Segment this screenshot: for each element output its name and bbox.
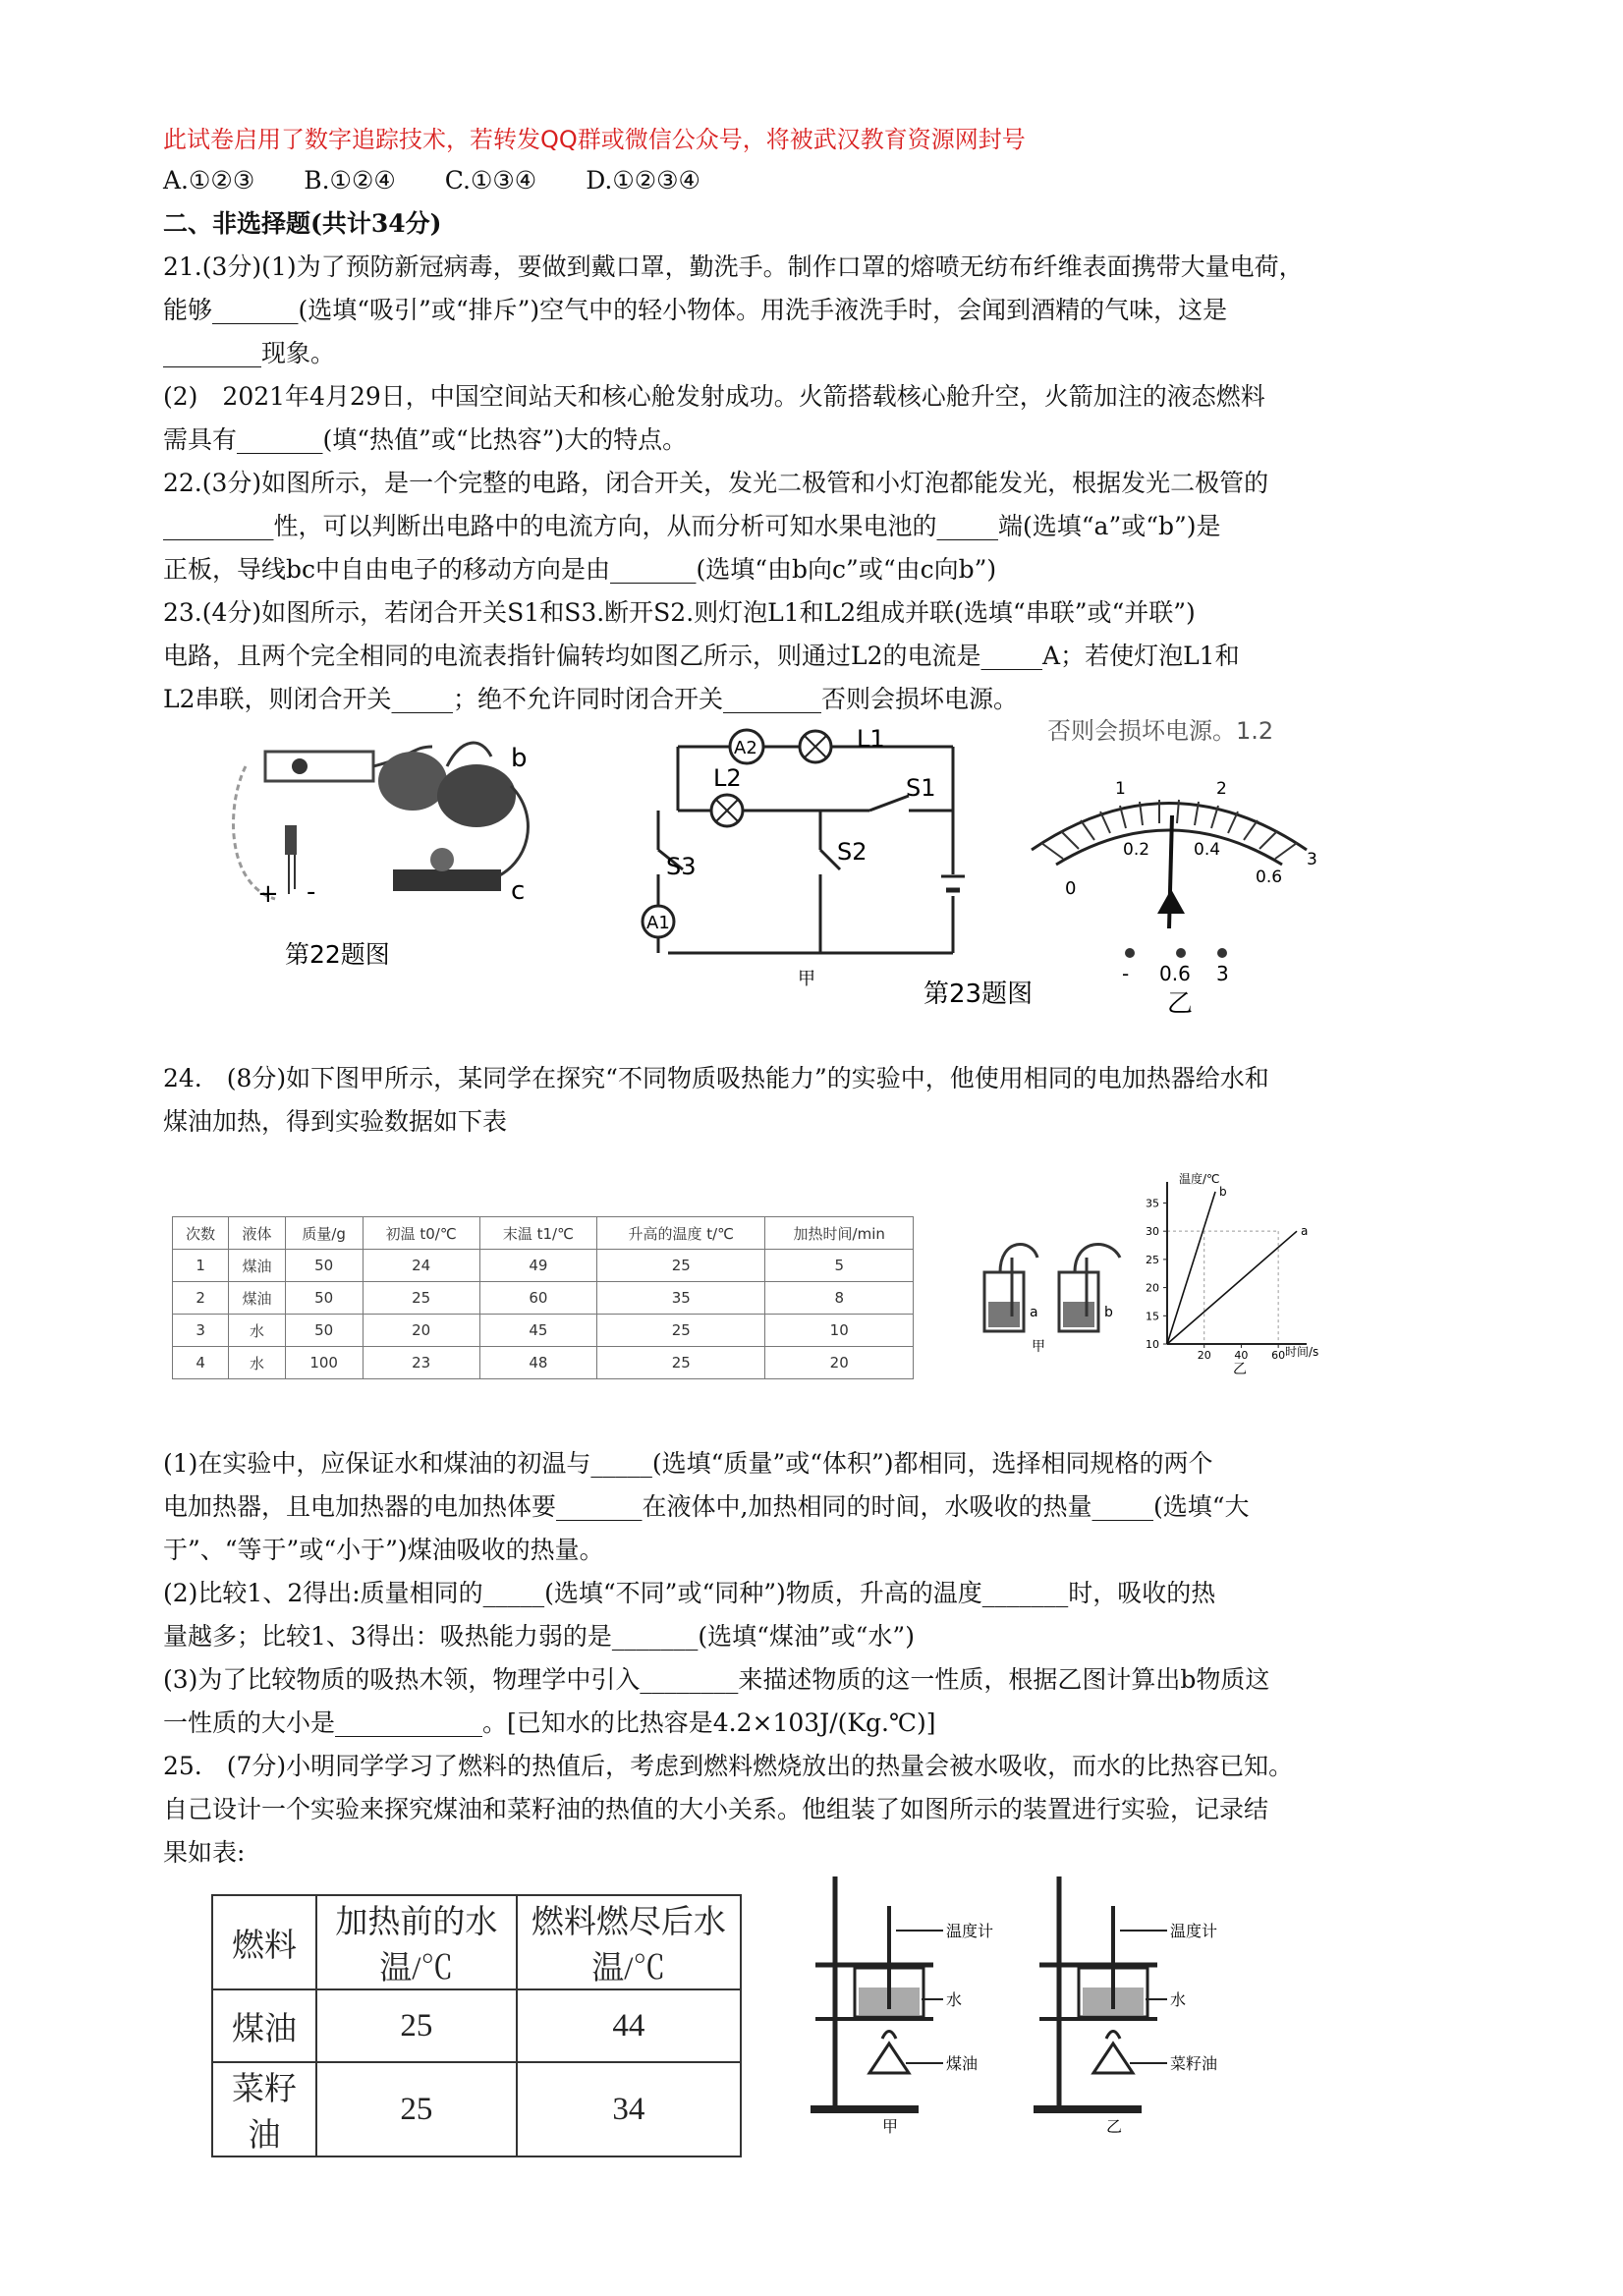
scale-0.2-label: 0.2 xyxy=(1123,840,1150,860)
table-cell: 4 xyxy=(173,1347,229,1379)
led xyxy=(285,825,297,855)
table-cell: 50 xyxy=(285,1315,363,1347)
q24-line-4: 电加热器，且电加热器的电加热体要_______在液体中,加热相同的时间，水吸收的热量_____(选填“大 xyxy=(163,1492,1250,1521)
figure-23-caption: 第23题图 xyxy=(923,980,1034,1009)
figure-22-caption: 第22题图 xyxy=(285,940,390,969)
chart-x-tick-label: 60 xyxy=(1271,1349,1286,1362)
figure-23-ammeter-dial xyxy=(1012,717,1336,1022)
chart-series-line-a xyxy=(1167,1231,1297,1344)
watermark-notice: 此试卷启用了数字追踪技术，若转发QQ群或微信公众号，将被武汉教育资源网封号 xyxy=(163,126,1026,153)
table-row xyxy=(173,1250,914,1282)
table-header-row xyxy=(173,1217,914,1250)
q21-line-2: 能够_______(选填“吸引”或“排斥”)空气中的轻小物体。用洗手液洗手时，会闻到酒精的气味，这是 xyxy=(163,296,1228,324)
small-bulb xyxy=(430,848,454,871)
terminal-negative: - xyxy=(1122,962,1130,985)
kerosene-label: 煤油 xyxy=(946,2054,979,2073)
q23-line-3: L2串联，则闭合开关_____；绝不允许同时闭合开关________否则会损坏电源。 xyxy=(163,685,1019,713)
table-cell: 水 xyxy=(229,1315,285,1347)
table-cell: 煤油 xyxy=(229,1282,285,1315)
table-cell: 24 xyxy=(363,1250,479,1282)
q24-line-6: (2)比较1、2得出:质量相同的_____(选填“不同”或“同种”)物质，升高的温度_______时，吸收的热 xyxy=(163,1579,1216,1607)
q21-line-4: (2) 2021年4月29日，中国空间站天和核心舱发射成功。火箭搭载核心舱升空，火箭加注的液态燃料 xyxy=(163,382,1265,411)
table-cell: 60 xyxy=(479,1282,596,1315)
q24-line-8: (3)为了比较物质的吸热木领，物理学中引入________来描述物质的这一性质，根据乙图计算出b物质这 xyxy=(163,1665,1270,1694)
table-cell: 100 xyxy=(285,1347,363,1379)
table-cell: 煤油 xyxy=(229,1250,285,1282)
terminal-3: 3 xyxy=(1216,962,1229,985)
chart-y-tick-label: 30 xyxy=(1146,1225,1159,1239)
q25-line-3: 果如表: xyxy=(163,1838,246,1867)
ammeter-a2-label: A2 xyxy=(734,738,757,758)
q21-line-5: 需具有_______(填“热值”或“比热容”)大的特点。 xyxy=(163,425,688,454)
water-label-jia: 水 xyxy=(946,1990,963,2009)
chart-series-label-b: b xyxy=(1219,1185,1227,1199)
scale-0-label: 0 xyxy=(1065,878,1077,899)
chart-y-tick-label: 15 xyxy=(1146,1310,1159,1323)
figure-25-yi: 乙 xyxy=(1106,2117,1123,2136)
water-label-yi: 水 xyxy=(1170,1990,1187,2009)
label-c: c xyxy=(511,876,526,906)
header-cell: 初温 t0/℃ xyxy=(363,1217,479,1250)
chart-x-tick-label: 40 xyxy=(1234,1349,1249,1362)
switch-s2-label: S2 xyxy=(837,838,867,866)
table-row xyxy=(173,1315,914,1347)
table-cell: 23 xyxy=(363,1347,479,1379)
chart-y-tick-label: 10 xyxy=(1146,1338,1159,1351)
table-cell: 35 xyxy=(597,1282,765,1315)
table-cell: 3 xyxy=(173,1315,229,1347)
figure-23-circuit xyxy=(629,725,1034,1012)
table-cell: 20 xyxy=(363,1315,479,1347)
table-cell: 48 xyxy=(479,1347,596,1379)
switch-s1-label: S1 xyxy=(906,774,936,802)
table-cell: 50 xyxy=(285,1250,363,1282)
q23-line-1: 23.(4分)如图所示，若闭合开关S1和S3.断开S2.则灯泡L1和L2组成并联(选填“串联”或“并联”) xyxy=(163,598,1196,627)
options-line: A.①②③ B.①②④ C.①③④ D.①②③④ xyxy=(163,166,700,195)
label-b: b xyxy=(511,744,528,773)
header-cell: 末温 t1/℃ xyxy=(479,1217,596,1250)
figure-24-temperature-chart xyxy=(1140,1167,1326,1378)
header-cell: 升高的温度 t/℃ xyxy=(597,1217,765,1250)
chart-y-tick-label: 35 xyxy=(1146,1197,1159,1210)
switch-s3-label: S3 xyxy=(666,853,697,880)
header-cell: 加热时间/min xyxy=(765,1217,914,1250)
ammeter-a1-label: A1 xyxy=(646,913,670,933)
figure-24-jia: 甲 xyxy=(1032,1339,1045,1355)
scale-2-label: 2 xyxy=(1216,779,1227,799)
table-cell: 44 xyxy=(517,1989,741,2062)
fruit-2 xyxy=(437,764,516,827)
q24-line-7: 量越多；比较1、3得出：吸热能力弱的是_______(选填“煤油”或“水”) xyxy=(163,1622,915,1651)
chart-x-axis-label: 时间/s xyxy=(1285,1345,1319,1359)
header-cell: 质量/g xyxy=(285,1217,363,1250)
header-cell: 次数 xyxy=(173,1217,229,1250)
chart-y-axis-label: 温度/℃ xyxy=(1179,1172,1220,1186)
q24-line-2: 煤油加热，得到实验数据如下表 xyxy=(163,1107,508,1136)
table-cell: 煤油 xyxy=(212,1989,316,2062)
experiment-data-table-24 xyxy=(172,1216,914,1379)
q22-line-3: 正板，导线bc中自由电子的移动方向是由_______(选填“由b向c”或“由c向b”) xyxy=(163,555,997,584)
lamp-holder xyxy=(393,869,501,891)
scale-0.4-label: 0.4 xyxy=(1194,840,1221,860)
q25-line-1: 25. (7分)小明同学学习了燃料的热值后，考虑到燃料燃烧放出的热量会被水吸收，而水的比热容已知。 xyxy=(163,1752,1294,1780)
table-row xyxy=(212,2062,741,2156)
q23-line-2: 电路，且两个完全相同的电流表指针偏转均如图乙所示，则通过L2的电流是_____A；若使灯泡L1和 xyxy=(163,642,1240,670)
q21-line-3: ________现象。 xyxy=(163,339,336,367)
scale-0.6-label: 0.6 xyxy=(1256,868,1283,887)
header-cell: 加热前的水温/℃ xyxy=(316,1895,517,1989)
q24-line-9: 一性质的大小是____________。[已知水的比热容是4.2×103J/(Kg.℃)] xyxy=(163,1708,936,1737)
label-plus: + xyxy=(257,879,279,909)
table-row xyxy=(173,1347,914,1379)
header-cell: 燃料燃尽后水温/℃ xyxy=(517,1895,741,1989)
chart-series-line-b xyxy=(1167,1192,1215,1344)
table-cell: 菜籽油 xyxy=(212,2062,316,2156)
beaker-b-label: b xyxy=(1104,1305,1113,1320)
switch-knob xyxy=(292,758,308,774)
figure-23-jia: 甲 xyxy=(798,969,815,989)
lamp-l1-label: L1 xyxy=(857,725,885,753)
q24-line-5: 于”、“等于”或“小于”)煤油吸收的热量。 xyxy=(163,1536,604,1564)
switch-base xyxy=(265,752,373,781)
table-row xyxy=(212,1989,741,2062)
chart-y-tick-label: 25 xyxy=(1146,1253,1159,1266)
table-header-row xyxy=(212,1895,741,1989)
table-row xyxy=(173,1282,914,1315)
figure-25-jia: 甲 xyxy=(882,2117,899,2136)
table-cell: 49 xyxy=(479,1250,596,1282)
q21-line-1: 21.(3分)(1)为了预防新冠病毒，要做到戴口罩，勤洗手。制作口罩的熔喷无纺布纤维表面携带大量电荷， xyxy=(163,252,1304,281)
lamp-l2-label: L2 xyxy=(713,764,742,792)
table-cell: 25 xyxy=(597,1315,765,1347)
table-cell: 25 xyxy=(597,1250,765,1282)
q22-line-2: _________性，可以判断出电路中的电流方向，从而分析可知水果电池的_____端(选填“a”或“b”)是 xyxy=(163,512,1221,540)
apparatus-jia xyxy=(811,1876,993,2136)
beaker-a-label: a xyxy=(1030,1305,1038,1320)
apparatus-yi xyxy=(1034,1876,1217,2136)
table-cell: 50 xyxy=(285,1282,363,1315)
fuel-experiment-table-25 xyxy=(211,1894,742,2157)
q24-line-3: (1)在实验中，应保证水和煤油的初温与_____(选填“质量”或“体积”)都相同，选择相同规格的两个 xyxy=(163,1449,1213,1478)
figure-23-yi: 乙 xyxy=(1167,989,1194,1019)
rapeseed-oil-label: 菜籽油 xyxy=(1170,2054,1218,2073)
chart-x-tick-label: 20 xyxy=(1197,1349,1211,1362)
thermometer-label-jia: 温度计 xyxy=(946,1922,994,1940)
table-cell: 25 xyxy=(316,2062,517,2156)
table-cell: 34 xyxy=(517,2062,741,2156)
table-cell: 1 xyxy=(173,1250,229,1282)
section-heading: 二、非选择题(共计34分) xyxy=(163,209,442,238)
table-cell: 10 xyxy=(765,1315,914,1347)
table-cell: 水 xyxy=(229,1347,285,1379)
label-minus: - xyxy=(307,877,316,907)
table-cell: 8 xyxy=(765,1282,914,1315)
table-cell: 5 xyxy=(765,1250,914,1282)
bleed-text: 否则会损坏电源。1.2 xyxy=(1047,717,1274,745)
scale-3-label: 3 xyxy=(1307,850,1317,869)
figure-25-apparatus xyxy=(806,1872,1316,2137)
needle-pivot xyxy=(1157,889,1185,914)
chart-series-label-a: a xyxy=(1301,1224,1309,1239)
table-cell: 25 xyxy=(597,1347,765,1379)
chart-y-tick-label: 20 xyxy=(1146,1281,1159,1295)
q24-line-1: 24. (8分)如下图甲所示，某同学在探究“不同物质吸热能力”的实验中，他使用相同的电加热器给水和 xyxy=(163,1064,1269,1092)
terminal-0.6: 0.6 xyxy=(1159,962,1191,985)
header-cell: 燃料 xyxy=(212,1895,316,1989)
table-cell: 2 xyxy=(173,1282,229,1315)
figure-24-yi: 乙 xyxy=(1233,1362,1247,1377)
q25-line-2: 自己设计一个实验来探究煤油和菜籽油的热值的大小关系。他组装了如图所示的装置进行实验，记录结 xyxy=(163,1795,1269,1823)
table-cell: 25 xyxy=(316,1989,517,2062)
thermometer-label-yi: 温度计 xyxy=(1170,1922,1218,1940)
figure-22-fruit-battery-circuit xyxy=(216,727,550,982)
figure-24-beakers xyxy=(973,1218,1149,1356)
scale-1-label: 1 xyxy=(1115,779,1126,799)
header-cell: 液体 xyxy=(229,1217,285,1250)
table-cell: 25 xyxy=(363,1282,479,1315)
q22-line-1: 22.(3分)如图所示，是一个完整的电路，闭合开关，发光二极管和小灯泡都能发光，根据发光二极管的 xyxy=(163,469,1269,497)
table-cell: 45 xyxy=(479,1315,596,1347)
fruit-1 xyxy=(378,752,447,811)
table-cell: 20 xyxy=(765,1347,914,1379)
